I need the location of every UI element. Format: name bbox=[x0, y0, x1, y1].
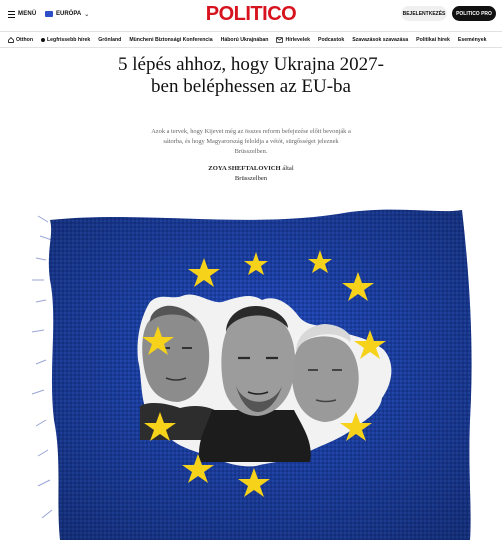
nav-label: Müncheni Biztonsági Konferencia bbox=[129, 36, 213, 43]
home-icon bbox=[8, 37, 14, 43]
nav-label: Grönland bbox=[98, 36, 122, 43]
politico-pro-button[interactable]: POLITICO PRO bbox=[452, 6, 496, 21]
nav-item-podcasts[interactable] bbox=[318, 37, 344, 43]
nav-item-msc[interactable] bbox=[129, 37, 212, 43]
byline bbox=[150, 164, 352, 184]
section-nav bbox=[0, 31, 502, 48]
nav-label: Szavazások szavazása bbox=[352, 36, 409, 43]
author-suffix: által bbox=[282, 165, 294, 172]
nav-label: Háború Ukrajnában bbox=[220, 36, 269, 43]
nav-label: Legfrissebb hírek bbox=[47, 36, 91, 43]
nav-label: Politikai hírek bbox=[416, 36, 450, 43]
newsletter-icon bbox=[276, 37, 283, 43]
login-button[interactable]: BEJELENTKEZÉS bbox=[401, 6, 447, 21]
nav-item-politics[interactable] bbox=[416, 37, 450, 43]
region-label: EURÓPA bbox=[56, 11, 82, 17]
portrait-right bbox=[292, 324, 359, 422]
nav-label: Hírlevelek bbox=[285, 36, 310, 43]
dateline-location: Brüsszelben bbox=[234, 175, 268, 182]
chevron-down-icon: ⌄ bbox=[84, 11, 90, 18]
nav-label: Otthon bbox=[16, 36, 33, 43]
nav-label: Események bbox=[457, 36, 487, 43]
nav-item-newsletters[interactable] bbox=[276, 37, 310, 43]
politico-logo[interactable]: POLITICO bbox=[205, 3, 297, 25]
article-subtitle: Azok a tervek, hogy Kijevet még az összes reform befejezése előtt bevonják a sátorba, és hogy Magyarország feloldja a vétót, sürgősséget jeleznek Brüsszelben. bbox=[151, 128, 351, 155]
live-dot-icon bbox=[41, 38, 45, 42]
nav-item-latest[interactable] bbox=[41, 37, 90, 43]
top-header bbox=[0, 0, 502, 30]
nav-item-home[interactable] bbox=[8, 37, 33, 43]
nav-item-ukraine-war[interactable] bbox=[221, 37, 269, 43]
nav-item-events[interactable] bbox=[458, 37, 487, 43]
author-name[interactable]: ZOYA SHEFTALOVICH bbox=[208, 165, 281, 172]
nav-label: Podcastok bbox=[317, 36, 345, 43]
menu-label: MENÜ bbox=[18, 11, 37, 17]
nav-item-polls[interactable] bbox=[352, 37, 408, 43]
hero-image bbox=[0, 200, 502, 540]
article-headline: 5 lépés ahhoz, hogy Ukrajna 2027-ben beléphessen az EU-ba bbox=[118, 54, 384, 97]
nav-item-greenland[interactable] bbox=[98, 37, 121, 43]
